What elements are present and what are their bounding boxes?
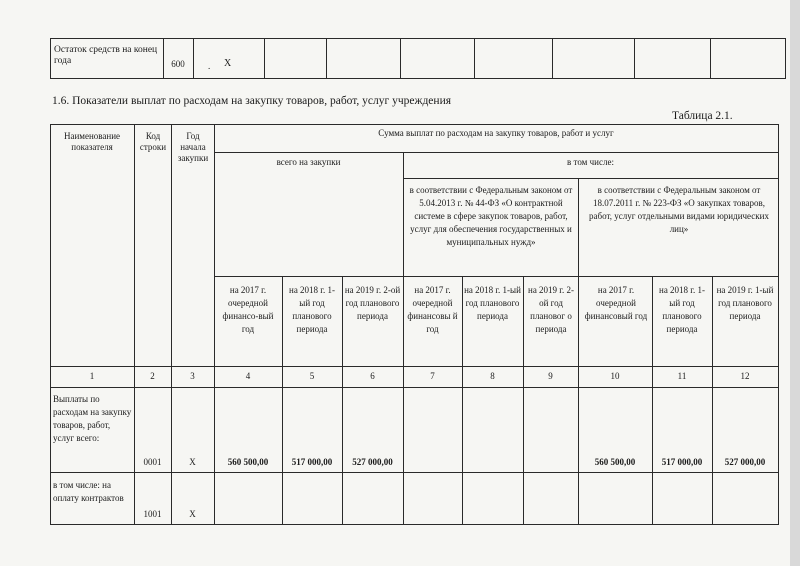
table-border-top — [50, 124, 778, 125]
year-header-10: на 2017 г. очередной финансовый год — [584, 285, 648, 321]
header-code: Код строки — [139, 131, 167, 152]
top-row-border-top — [50, 38, 785, 39]
year-header-5: на 2018 г. 1-ый год планового периода — [289, 285, 335, 334]
year-header-9: на 2019 г. 2-ой год плановог о периода — [528, 285, 574, 334]
year-header-6: на 2019 г. 2-ой год планового периода — [344, 285, 401, 321]
year-header-7: на 2017 г. очередной финансовы й год — [407, 285, 458, 334]
row1-name: Выплаты по расходам на закупку товаров, работ, услуг всего: — [53, 394, 132, 443]
row2-year: X — [189, 509, 196, 519]
top-row-label: Остаток средств на конец года — [54, 45, 158, 66]
top-row-x: X — [224, 58, 232, 69]
col-number-10: 10 — [610, 371, 620, 381]
year-header-12: на 2019 г. 1-ый год планового периода — [716, 285, 774, 321]
col-number-5: 5 — [309, 371, 315, 381]
section-title: 1.6. Показатели выплат по расходам на закупку товаров, работ, услуг учреждения — [52, 95, 452, 107]
table-border-bottom — [50, 524, 778, 525]
col-number-9: 9 — [548, 371, 553, 381]
col-number-1: 1 — [89, 371, 95, 381]
col-number-3: 3 — [190, 371, 195, 381]
row1-c5: 517 000,00 — [291, 457, 333, 467]
col-number-6: 6 — [370, 371, 375, 381]
row2-code: 1001 — [143, 509, 162, 519]
row1-c6: 527 000,00 — [352, 457, 393, 467]
row1-c12: 527 000,00 — [724, 457, 766, 467]
row1-code: 0001 — [143, 457, 162, 467]
row2-name: в том числе: на оплату контрактов — [53, 480, 124, 503]
row1-c4: 560 500,00 — [227, 457, 269, 467]
col-number-7: 7 — [430, 371, 435, 381]
row1-c11: 517 000,00 — [661, 457, 703, 467]
table-label: Таблица 2.1. — [672, 110, 733, 122]
year-header-11: на 2018 г. 1-ый год планового периода — [659, 285, 705, 334]
col-number-4: 4 — [245, 371, 251, 381]
header-name: Наименование показателя — [63, 131, 121, 152]
header-law223: в соответствии с Федеральным законом от 18.07.2011 г. № 223-ФЗ «О закупках товаров, работ, услуг отдельными видами юридических лиц» — [589, 185, 769, 234]
year-header-8: на 2018 г. 1-ый год планового периода — [464, 285, 521, 321]
header-incl: в том числе: — [567, 157, 614, 167]
year-header-4: на 2017 г. очередной финансо-вый год — [222, 285, 274, 334]
top-row-border-bottom — [50, 78, 785, 79]
header-law44: в соответствии с Федеральным законом от 5.04.2013 г. № 44-ФЗ «О контрактной системе в сфере закупок товаров, работ, услуг для обеспечения государственных и муниципальных нужд» — [409, 185, 573, 247]
col-number-8: 8 — [490, 371, 495, 381]
header-sum: Сумма выплат по расходам на закупку товаров, работ и услуг — [378, 128, 614, 138]
top-row-dot: . — [208, 61, 211, 71]
col-number-11: 11 — [677, 371, 687, 381]
col-number-2: 2 — [150, 371, 155, 381]
row1-c10: 560 500,00 — [594, 457, 636, 467]
top-row-code: 600 — [171, 59, 185, 69]
row1-year: X — [189, 457, 196, 467]
col-number-12: 12 — [740, 371, 750, 381]
header-year-start: Год начала закупки — [177, 131, 209, 163]
header-total: всего на закупки — [276, 157, 341, 167]
